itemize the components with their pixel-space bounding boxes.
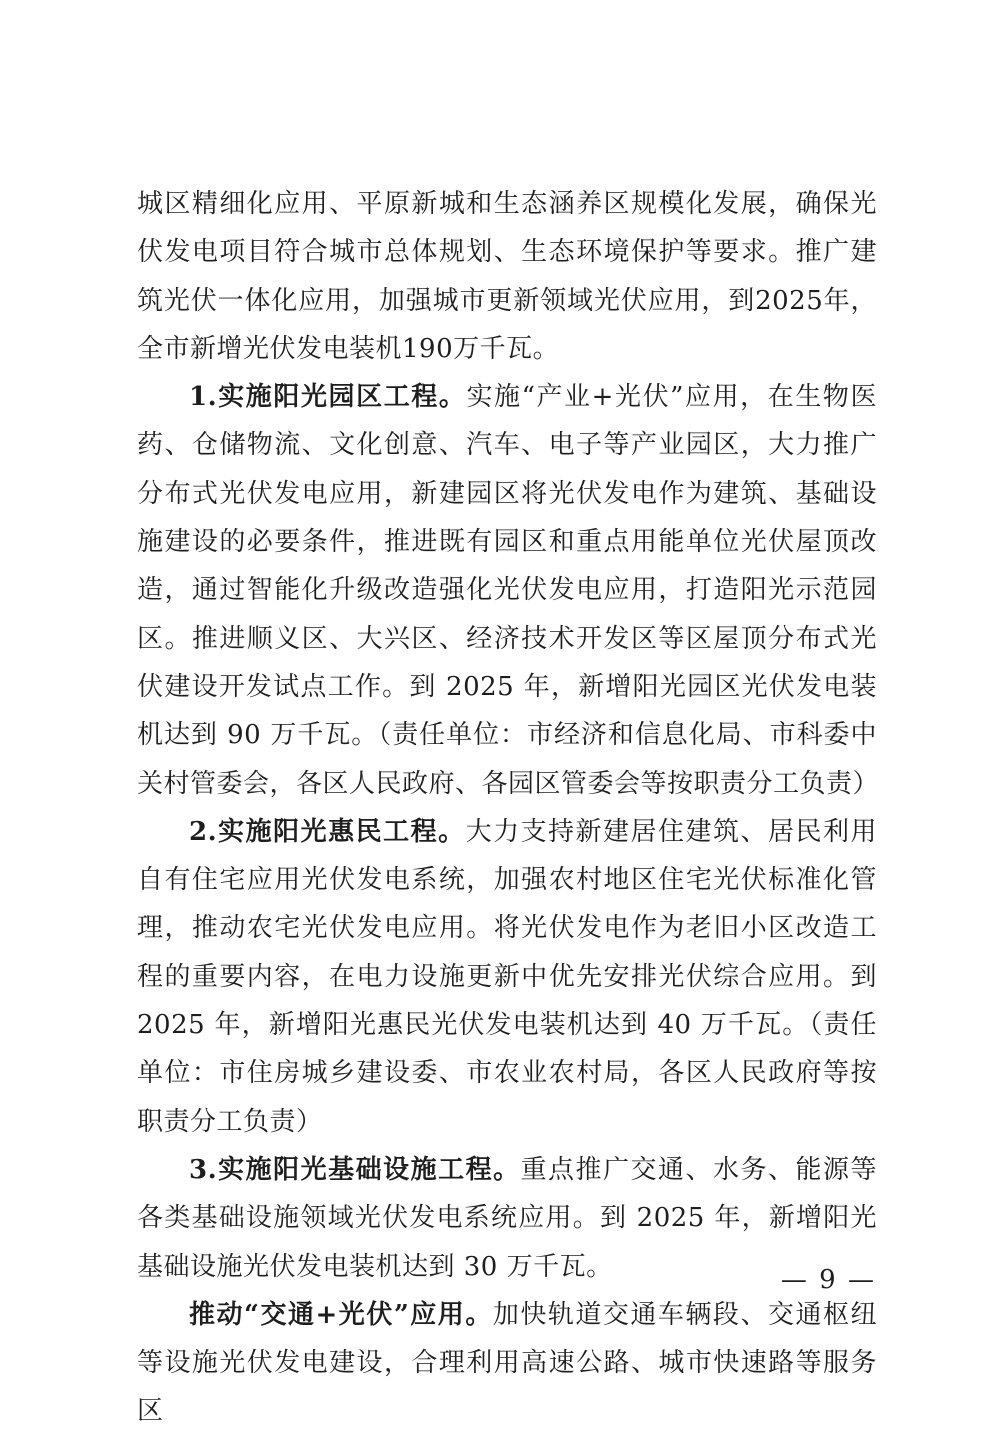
paragraph-2-heading: 1.实施阳光园区工程。 xyxy=(189,382,467,413)
paragraph-4-heading: 3.实施阳光基础设施工程。 xyxy=(189,1154,521,1185)
paragraph-3-heading: 2.实施阳光惠民工程。 xyxy=(189,816,466,847)
paragraph-4-text: 重点推广交通、水务、能源等各类基础设施领域光伏发电系统应用。到 2025 年，新增阳光基础设施光伏发电装机达到 30 万千瓦。 xyxy=(137,1154,877,1282)
paragraph-3-text: 大力支持新建居住建筑、居民利用自有住宅应用光伏发电系统，加强农村地区住宅光伏标准化管理，推动农宅光伏发电应用。将光伏发电作为老旧小区改造工程的重要内容，在电力设施更新中优先安排光伏综合应用。到 2025 年，新增阳光惠民光伏发电装机达到 40 万千瓦。（责任单位：市住房城乡建设委、市农业农村局，各区人民政府等按职责分工负责） xyxy=(137,816,877,1137)
paragraph-5-text: 加快轨道交通车辆段、交通枢纽等设施光伏发电建设，合理利用高速公路、城市快速路等服务区 xyxy=(137,1299,877,1427)
document-body xyxy=(137,180,880,1436)
paragraph-1 xyxy=(137,180,877,373)
paragraph-5-heading: 推动“交通+光伏”应用。 xyxy=(189,1299,493,1330)
paragraph-2-text: 实施“产业+光伏”应用，在生物医药、仓储物流、文化创意、汽车、电子等产业园区，大力推广分布式光伏发电应用，新建园区将光伏发电作为建筑、基础设施建设的必要条件，推进既有园区和重点用能单位光伏屋顶改造，通过智能化升级改造强化光伏发电应用，打造阳光示范园区。推进顺义区、大兴区、经济技术开发区等区屋顶分布式光伏建设开发试点工作。到 2025 年，新增阳光园区光伏发电装机达到 90 万千瓦。（责任单位：市经济和信息化局、市科委中关村管委会，各区人民政府、各园区管委会等按职责分工负责） xyxy=(137,382,880,799)
page-number: — 9 — xyxy=(780,1265,876,1295)
paragraph-3 xyxy=(137,808,877,1146)
paragraph-1-text: 城区精细化应用、平原新城和生态涵养区规模化发展，确保光伏发电项目符合城市总体规划、生态环境保护等要求。推广建筑光伏一体化应用，加强城市更新领域光伏应用，到2025年，全市新增光伏发电装机190万千瓦。 xyxy=(137,189,877,364)
paragraph-5 xyxy=(137,1291,877,1436)
paragraph-4 xyxy=(137,1146,877,1291)
paragraph-2 xyxy=(137,373,880,808)
